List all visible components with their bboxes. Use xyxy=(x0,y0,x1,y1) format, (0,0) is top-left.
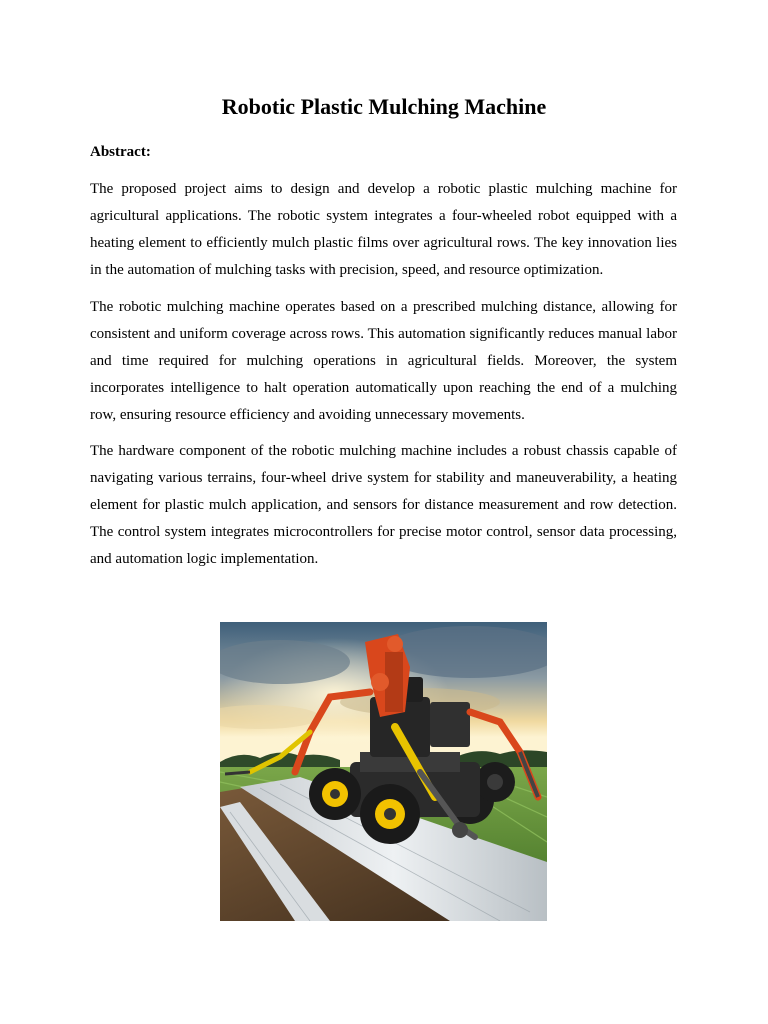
abstract-paragraph-3: The hardware component of the robotic mulching machine includes a robust chassis capable of navigating various terrains, four-wheel drive system for stability and maneuverability, a heating element for plastic mulch application, and sensors for distance measurement and row detection. The control system integrates microcontrollers for precise motor control, sensor data processing, and automation logic implementation. xyxy=(90,443,677,567)
abstract-heading: Abstract: xyxy=(90,144,151,160)
abstract-paragraph-1: The proposed project aims to design and develop a robotic plastic mulching machine for agricultural applications. The robotic system integrates a four-wheeled robot equipped with a heating element to efficiently mulch plastic films over agricultural rows. The key innovation lies in the automation of mulching tasks with precision, speed, and resource optimization. xyxy=(90,181,677,278)
abstract-paragraph-2: The robotic mulching machine operates based on a prescribed mulching distance, allowing for consistent and uniform coverage across rows. This automation significantly reduces manual labor and time required for mulching operations in agricultural fields. Moreover, the system incorporates intelligence to halt operation automatically upon reaching the end of a mulching row, ensuring resource efficiency and avoiding unnecessary movements. xyxy=(90,299,677,423)
robot-mulching-photo xyxy=(220,622,547,921)
document-title: Robotic Plastic Mulching Machine xyxy=(221,94,547,119)
robot-illustration xyxy=(220,622,547,921)
